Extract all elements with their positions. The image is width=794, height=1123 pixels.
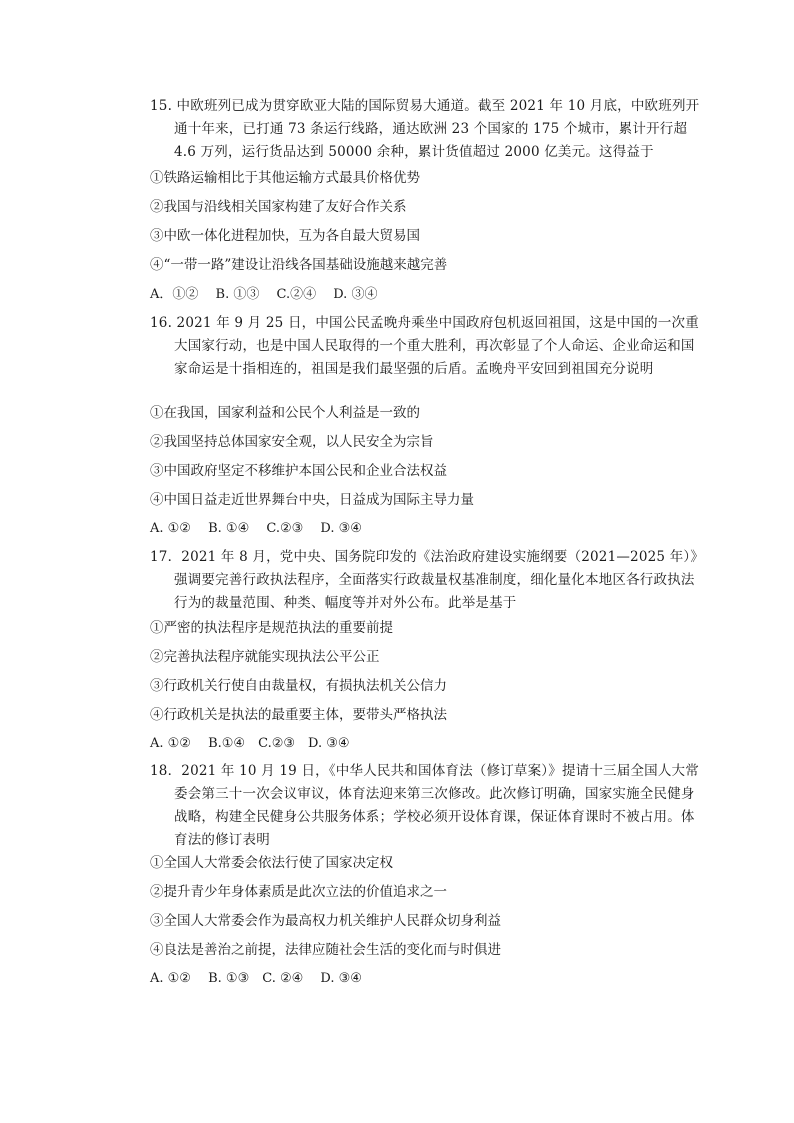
question-18-option-3: ③全国人大常委会作为最高权力机关维护人民群众切身利益 <box>150 913 501 929</box>
question-17-option-3: ③行政机关行使自由裁量权，有损执法机关公信力 <box>150 678 447 694</box>
question-18-option-1: ①全国人大常委会依法行使了国家决定权 <box>150 855 393 871</box>
question-15-stem: 15. 中欧班列已成为贯穿欧亚大陆的国际贸易大通道。截至 2021 年 10 月底，中欧班列开通十年来，已打通 73 条运行线路，通达欧洲 23 个国家的 175 个城市，累计开行超 4.6 万列，运行货品达到 50000 余种，累计货值超过 2000 亿美元。这得益于 <box>150 98 700 160</box>
question-15-option-4: ④“一带一路”建设让沿线各国基础设施越来越完善 <box>150 257 448 273</box>
question-17-option-1: ①严密的执法程序是规范执法的重要前提 <box>150 620 393 636</box>
question-16-option-1: ①在我国，国家利益和公民个人利益是一致的 <box>150 405 420 421</box>
question-17-option-2: ②完善执法程序就能实现执法公平公正 <box>150 649 380 665</box>
question-16-option-2: ②我国坚持总体国家安全观，以人民安全为宗旨 <box>150 434 434 450</box>
question-18-option-4: ④良法是善治之前提，法律应随社会生活的变化而与时俱进 <box>150 942 501 958</box>
question-18-stem: 18．2021 年 10 月 19 日，《中华人民共和国体育法（修订草案）》提请十三届全国人大常委会第三十一次会议审议，体育法迎来第三次修改。此次修订明确，国家实施全民健身战略，构建全民健身公共服务体系；学校必须开设体育课，保证体育课时不被占用。体育法的修订表明 <box>150 763 699 848</box>
question-16-answer-choices: A. ①② B. ①④ C.②③ D. ③④ <box>150 521 362 536</box>
question-17-answer-choices: A. ①② B.①④ C.②③ D. ③④ <box>150 736 350 751</box>
question-15-option-1: ①铁路运输相比于其他运输方式最具价格优势 <box>150 170 420 186</box>
question-16-option-4: ④中国日益走近世界舞台中央，日益成为国际主导力量 <box>150 492 474 508</box>
question-15-option-2: ②我国与沿线相关国家构建了友好合作关系 <box>150 199 407 215</box>
question-18-answer-choices: A. ①② B. ①③ C. ②④ D. ③④ <box>150 971 362 986</box>
question-15-answer-choices: A．①② B. ①③ C.②④ D. ③④ <box>150 287 378 302</box>
question-17-stem: 17．2021 年 8 月，党中央、国务院印发的《法治政府建设实施纲要（2021—2025 年）》强调要完善行政执法程序，全面落实行政裁量权基准制度，细化量化本地区各行政执法行为的裁量范围、种类、幅度等并对外公布。此举是基于 <box>150 549 698 611</box>
question-18-option-2: ②提升青少年身体素质是此次立法的价值追求之一 <box>150 884 447 900</box>
question-16-stem: 16. 2021 年 9 月 25 日，中国公民孟晚舟乘坐中国政府包机返回祖国，这是中国的一次重大国家行动，也是中国人民取得的一个重大胜利，再次彰显了个人命运、企业命运和国家命运是十指相连的，祖国是我们最坚强的后盾。孟晚舟平安回到祖国充分说明 <box>150 315 699 377</box>
question-16-option-3: ③中国政府坚定不移维护本国公民和企业合法权益 <box>150 463 447 479</box>
question-15-option-3: ③中欧一体化进程加快，互为各自最大贸易国 <box>150 228 420 244</box>
question-17-option-4: ④行政机关是执法的最重要主体，要带头严格执法 <box>150 707 447 723</box>
